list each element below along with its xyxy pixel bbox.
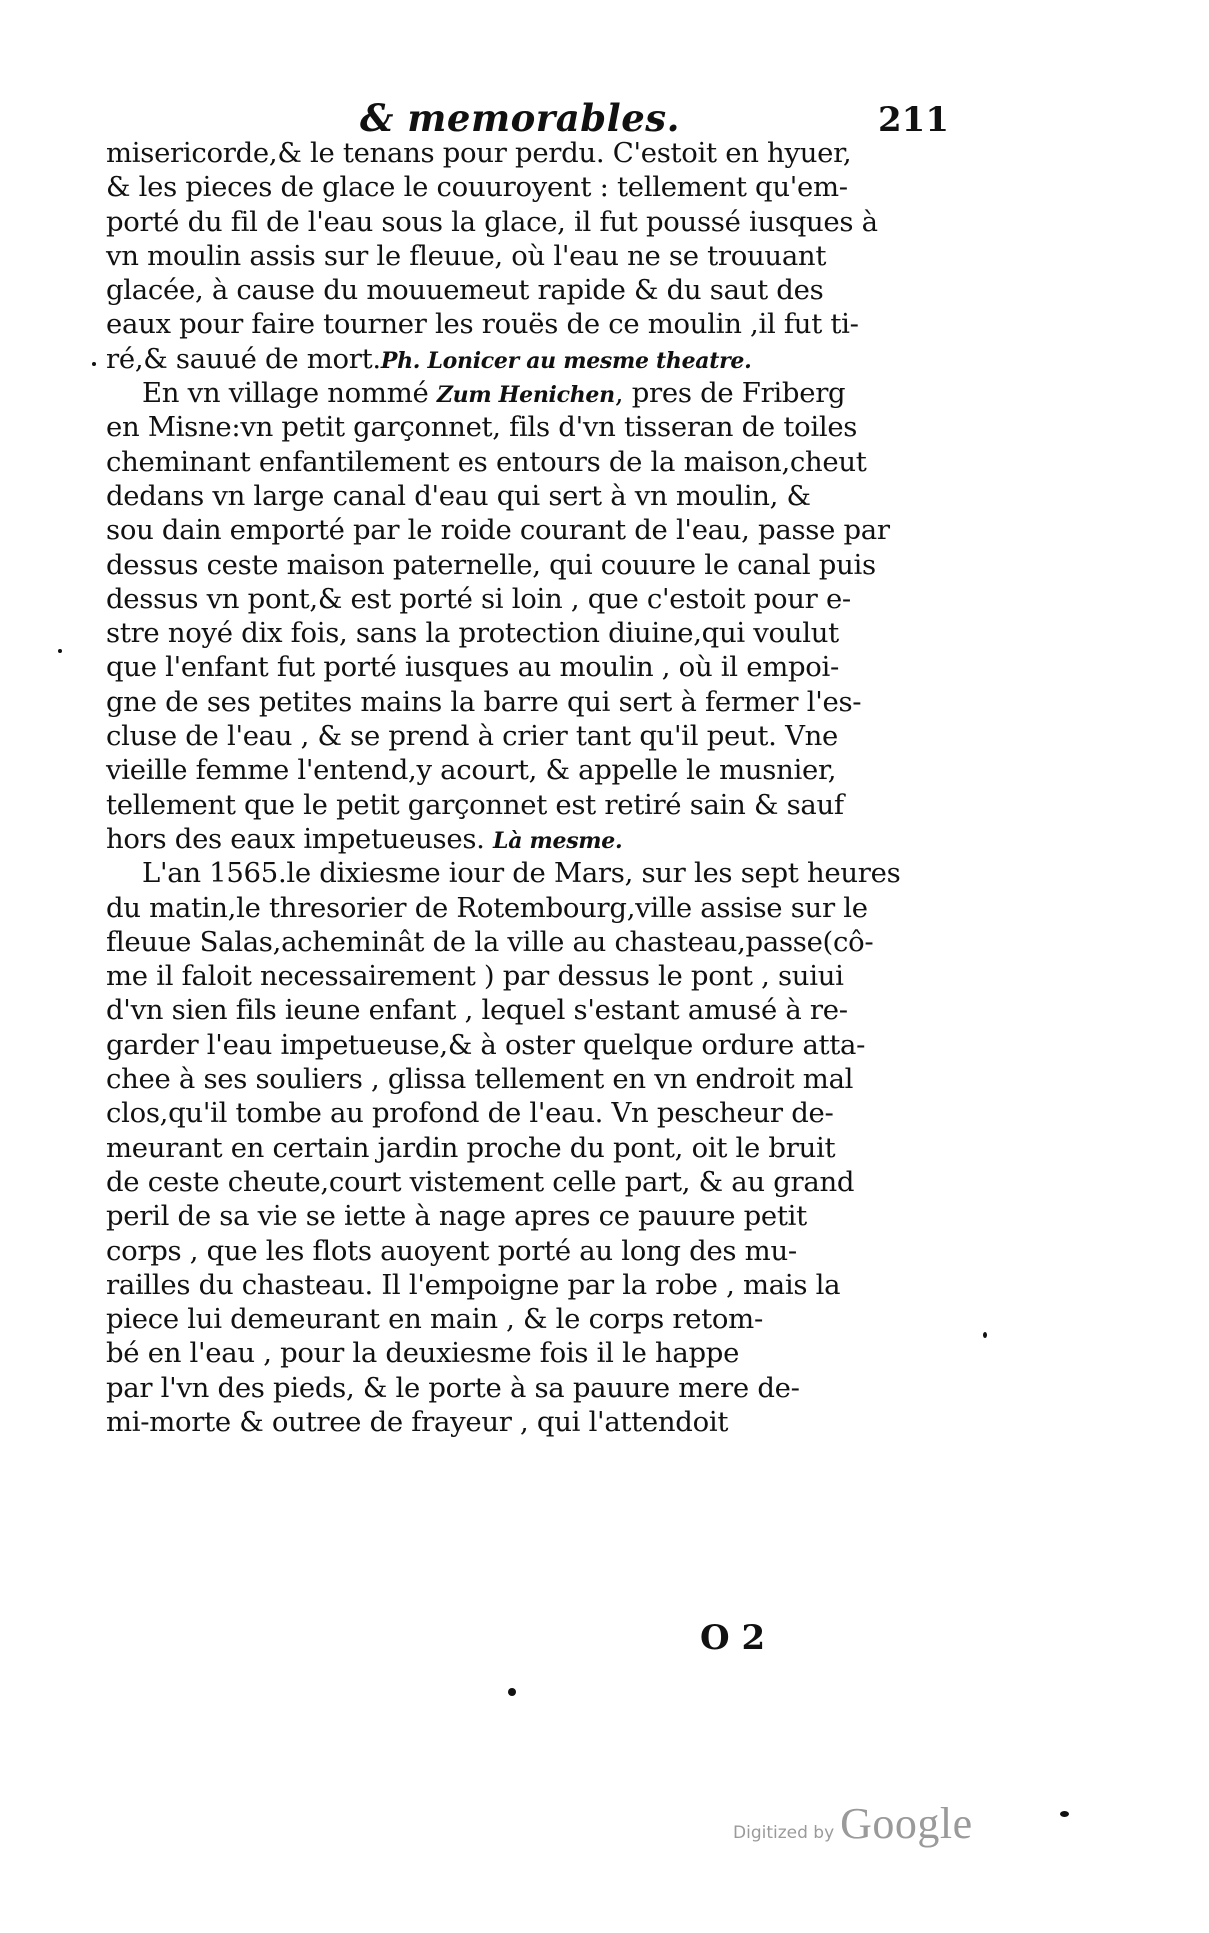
source-reference: Ph. Lonicer au mesme theatre.	[380, 347, 752, 374]
ink-speck	[508, 1688, 516, 1696]
ink-speck	[1060, 1811, 1069, 1817]
text-line	[106, 376, 950, 410]
text-line: vieille femme l'entend,y acourt, & appelle le musnier,	[106, 754, 837, 787]
text-line: railles du chasteau. Il l'empoigne par la robe , mais la	[106, 1268, 841, 1301]
text-line: clos,qu'il tombe au profond de l'eau. Vn pescheur de-	[106, 1097, 834, 1130]
text-line	[106, 822, 950, 856]
text-line: tellement que le petit garçonnet est retiré sain & sauf	[106, 788, 844, 821]
text-line: sou dain emporté par le roide courant de l'eau, passe par	[106, 514, 890, 547]
text-line: glacée, à cause du mouuemeut rapide & du saut des	[106, 274, 824, 307]
text-line: dessus ceste maison paternelle, qui couure le canal puis	[106, 548, 876, 581]
text-line: meurant en certain jardin proche du pont, oit le bruit	[106, 1131, 836, 1164]
text-line	[106, 342, 950, 376]
text-line: dedans vn large canal d'eau qui sert à vn moulin, &	[106, 479, 811, 512]
digitized-label: Digitized by	[733, 1823, 835, 1843]
text-line: mi-morte & outree de frayeur , qui l'attendoit	[106, 1405, 729, 1438]
text-line: misericorde,& le tenans pour perdu. C'estoit en hyuer,	[106, 137, 852, 169]
text-line: dessus vn pont,& est porté si loin , que c'estoit pour e-	[106, 582, 851, 615]
ink-speck	[92, 362, 96, 366]
ink-speck	[58, 649, 62, 653]
text-line: cluse de l'eau , & se prend à crier tant qu'il peut. Vne	[106, 720, 839, 753]
text-line: eaux pour faire tourner les rouës de ce moulin ,il fut ti-	[106, 308, 859, 341]
text-line: & les pieces de glace le couuroyent : tellement qu'em-	[106, 171, 848, 204]
text-line: bé en l'eau , pour la deuxiesme fois il le happe	[106, 1337, 740, 1370]
source-reference: Là mesme.	[493, 827, 623, 854]
text-line: chee à ses souliers , glissa tellement en vn endroit mal	[106, 1063, 854, 1096]
text-run: hors des eaux impetueuses.	[106, 822, 485, 855]
text-line: que l'enfant fut porté iusques au moulin , où il empoi-	[106, 651, 840, 684]
text-line: d'vn sien fils ieune enfant , lequel s'estant amusé à re-	[106, 994, 848, 1027]
text-line: stre noyé dix fois, sans la protection diuine,qui voulut	[106, 617, 839, 650]
text-line: fleuue Salas,acheminât de la ville au chasteau,passe(cô-	[106, 925, 874, 958]
text-line: L'an 1565.le dixiesme iour de Mars, sur les sept heures	[142, 857, 901, 890]
text-line: gne de ses petites mains la barre qui sert à fermer l'es-	[106, 685, 862, 718]
text-line: du matin,le thresorier de Rotembourg,ville assise sur le	[106, 891, 868, 924]
text-line: de ceste cheute,court vistement celle part, & au grand	[106, 1165, 855, 1198]
text-line: peril de sa vie se iette à nage apres ce pauure petit	[106, 1200, 807, 1233]
text-line: vn moulin assis sur le fleuue, où l'eau ne se trouuant	[106, 239, 827, 272]
page-number: 211	[878, 100, 949, 140]
google-watermark	[733, 1798, 973, 1849]
text-line: cheminant enfantilement es entours de la maison,cheut	[106, 445, 867, 478]
signature-mark: O 2	[700, 1618, 766, 1658]
text-block	[106, 136, 950, 1439]
text-run: , pres de Friberg	[614, 377, 846, 410]
text-line: en Misne:vn petit garçonnet, fils d'vn tisseran de toiles	[106, 411, 858, 444]
text-line: garder l'eau impetueuse,& à oster quelque ordure atta-	[106, 1028, 866, 1061]
text-run: ré,& sauué de mort.	[106, 342, 381, 375]
text-line: me il faloit necessairement ) par dessus le pont , suiui	[106, 960, 844, 993]
text-line: porté du fil de l'eau sous la glace, il fut poussé iusques à	[106, 205, 878, 238]
text-line: par l'vn des pieds, & le porte à sa pauure mere de-	[106, 1371, 800, 1404]
text-line: corps , que les flots auoyent porté au long des mu-	[106, 1234, 797, 1267]
ink-speck	[983, 1332, 987, 1338]
text-run: En vn village nommé	[142, 377, 437, 410]
google-logo: Google	[840, 1799, 973, 1848]
running-head: & memorables.	[360, 96, 680, 140]
text-line: piece lui demeurant en main , & le corps retom-	[106, 1303, 763, 1336]
place-name: Zum Henichen	[436, 382, 615, 409]
